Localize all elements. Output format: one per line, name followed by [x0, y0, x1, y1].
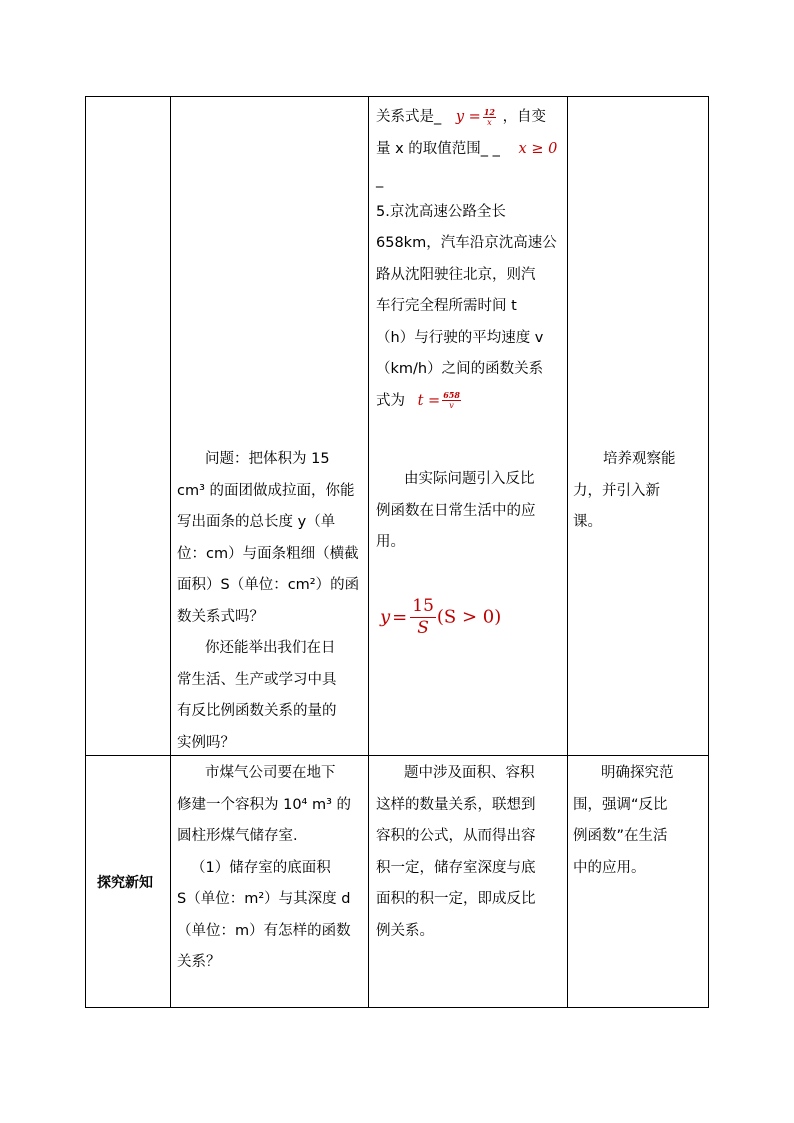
text-line: 例关系。 [376, 922, 434, 939]
table-bottom-border [85, 1007, 709, 1008]
row2-col3-cell [376, 758, 564, 947]
text-line: 5.京沈高速公路全长 [376, 203, 506, 220]
text-line: 例函数在日常生活中的应 [376, 502, 536, 519]
text-line: 积一定，储存室深度与底 [376, 859, 536, 876]
text-line: 常生活、生产或学习中具 [177, 671, 337, 688]
text-line: 培养观察能 [603, 451, 676, 467]
text-line: 你还能举出我们在日 [205, 640, 336, 656]
text-line: （1）储存室的底面积 [191, 859, 331, 876]
text-line: 658km，汽车沿京沈高速公 [376, 235, 557, 251]
text-line: 数关系式吗？ [177, 608, 264, 625]
text-line: _ [376, 172, 384, 188]
text-line: 市煤气公司要在地下 [205, 765, 336, 781]
text-line: S（单位：m²）与其深度 d [177, 891, 351, 907]
text-line: 面积的积一定，即成反比 [376, 891, 536, 907]
formula-t: t = [417, 392, 441, 409]
text-line: 明确探究范 [601, 765, 674, 781]
text-line: （km/h）之间的函数关系 [376, 361, 544, 377]
text-line: cm³ 的面团做成拉面，你能 [177, 482, 355, 499]
row1-col2-cell [177, 444, 365, 759]
formula-line [376, 386, 566, 418]
column-divider-1 [170, 96, 171, 1008]
text-line: 问题：把体积为 15 [205, 451, 330, 467]
text-line: 容积的公式，从而得出容 [376, 828, 536, 844]
text: 关系式是_ [376, 109, 442, 125]
text-line: 课。 [573, 514, 602, 530]
fraction-12-over-x: $\frac{12}{x}$ [483, 106, 495, 127]
text-line: 车行完全程所需时间 t [376, 298, 517, 314]
text-line: 圆柱形煤气储存室. [177, 828, 298, 844]
text-line: 题中涉及面积、容积 [404, 765, 535, 781]
text-line: 中的应用。 [573, 859, 646, 876]
text-line: 有反比例函数关系的量的 [177, 703, 337, 719]
formula-y-equals-15-over-s: y = $\frac{15}{S}$ (S > 0) [380, 596, 502, 638]
text-line: 例函数”在生活 [573, 828, 668, 844]
text-line: （单位：m）有怎样的函数 [177, 922, 351, 939]
text: ，自变 [502, 109, 547, 125]
text-line: （h）与行驶的平均速度 v [376, 329, 544, 346]
text-line: 这样的数量关系，联想到 [376, 796, 536, 813]
text-line: 力，并引入新 [573, 482, 660, 499]
column-divider-2 [368, 96, 369, 1008]
row1-col3-paragraph2 [376, 464, 564, 559]
table-right-border [708, 96, 709, 1008]
row1-col3-cell [376, 102, 566, 417]
text-line: 路从沈阳驶往北京，则汽 [376, 266, 536, 283]
text-line: 关系？ [177, 954, 221, 970]
range-line [376, 134, 566, 166]
text-line: 写出面条的总长度 y（单 [177, 514, 336, 530]
table-left-border [85, 96, 86, 1008]
section-heading: 探究新知 [97, 875, 153, 891]
formula-range: x ≥ 0 [518, 140, 558, 157]
text: 量 x 的取值范围_ _ [376, 140, 500, 157]
text: 式为 [376, 392, 405, 409]
text-line: 用。 [376, 534, 405, 550]
formula-y: y = [455, 109, 481, 125]
row2-col4-cell [573, 758, 705, 884]
text-line: 面积）S（单位：cm²）的函 [177, 577, 360, 593]
text-line: 由实际问题引入反比 [404, 471, 535, 487]
text-line: 围，强调“反比 [573, 796, 668, 813]
table-top-border [85, 96, 709, 97]
column-divider-3 [567, 96, 568, 1008]
text-line: 修建一个容积为 10⁴ m³ 的 [177, 796, 352, 813]
row1-col4-cell [573, 444, 705, 539]
relation-line [376, 102, 566, 134]
text-line: 位：cm）与面条粗细（横截 [177, 545, 359, 562]
text-line: 实例吗？ [177, 734, 235, 751]
fraction-658-over-v: $\frac{658}{v}$ [443, 390, 460, 410]
row2-col2-cell [177, 758, 365, 979]
